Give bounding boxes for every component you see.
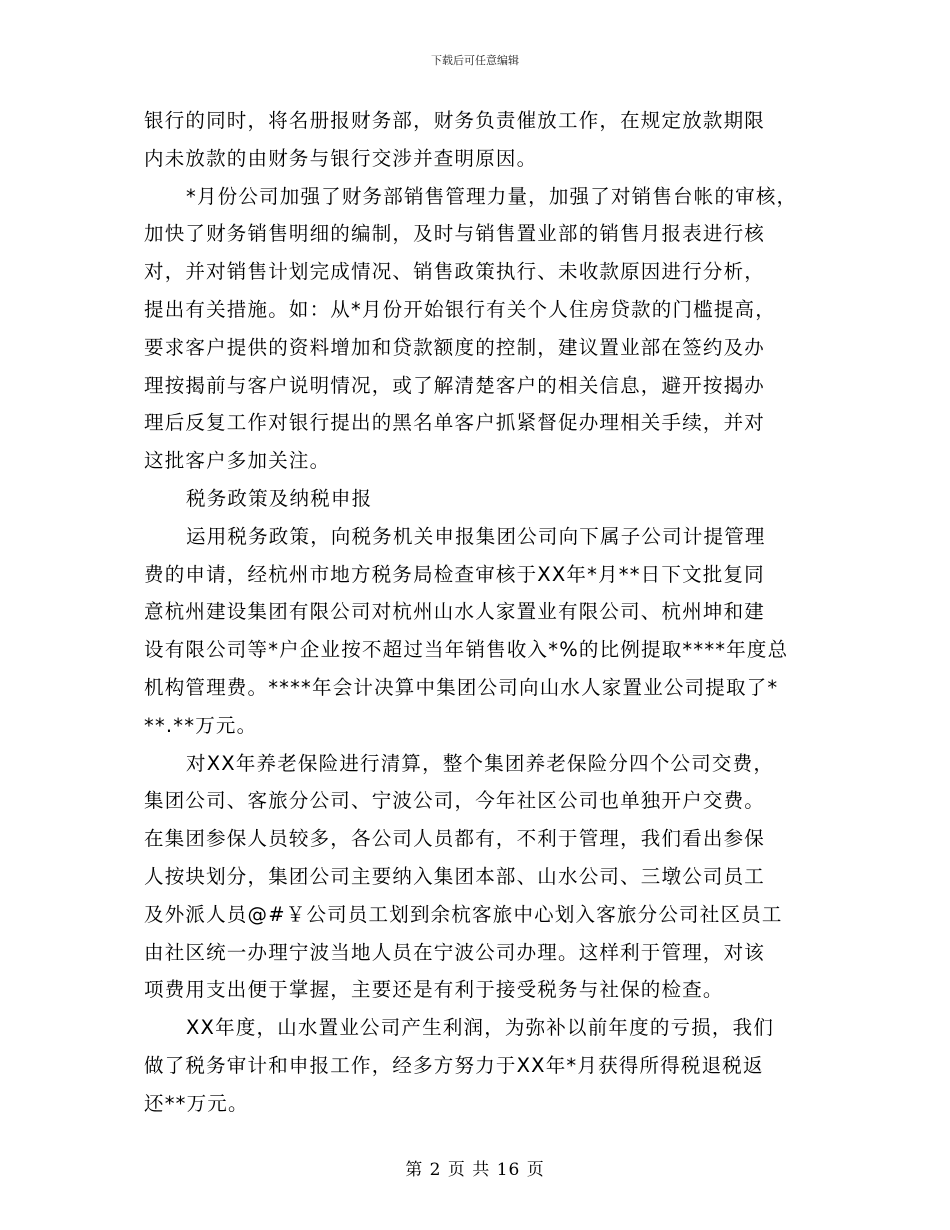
text-line: 设有限公司等*户企业按不超过当年销售收入*%的比例提取****年度总 bbox=[144, 638, 789, 662]
page-header: 下载后可任意编辑 bbox=[431, 54, 519, 67]
text-line: 做了税务审计和申报工作，经多方努力于XX年*月获得所得税退税返 bbox=[144, 1053, 764, 1077]
text-line: 还**万元。 bbox=[144, 1091, 249, 1115]
paragraph-start-line: 对XX年养老保险进行清算，整个集团养老保险分四个公司交费， bbox=[186, 751, 775, 775]
text-line: 对，并对销售计划完成情况、销售政策执行、未收款原因进行分析， bbox=[144, 260, 766, 284]
text-line: 人按块划分，集团公司主要纳入集团本部、山水公司、三墩公司员工 bbox=[144, 864, 766, 888]
text-line: 理按揭前与客户说明情况，或了解清楚客户的相关信息，避开按揭办 bbox=[144, 373, 766, 397]
text-line: 加快了财务销售明细的编制，及时与销售置业部的销售月报表进行核 bbox=[144, 222, 766, 246]
text-line: 机构管理费。****年会计决算中集团公司向山水人家置业公司提取了* bbox=[144, 675, 779, 699]
text-line: 银行的同时，将名册报财务部，财务负责催放工作，在规定放款期限 bbox=[144, 109, 766, 132]
paragraph-start-line: *月份公司加强了财务部销售管理力量，加强了对销售台帐的审核， bbox=[186, 184, 798, 208]
text-line: 理后反复工作对银行提出的黑名单客户抓紧督促办理相关手续，并对 bbox=[144, 411, 766, 435]
text-line: 及外派人员@#￥公司员工划到余杭客旅中心划入客旅分公司社区员工 bbox=[144, 902, 783, 926]
text-line: 项费用支出便于掌握，主要还是有利于接受税务与社保的检查。 bbox=[144, 978, 724, 1002]
text-line: 在集团参保人员较多，各公司人员都有，不利于管理，我们看出参保 bbox=[144, 827, 766, 851]
text-line: 由社区统一办理宁波当地人员在宁波公司办理。这样利于管理，对该 bbox=[144, 940, 766, 964]
document-body bbox=[144, 102, 824, 1123]
section-heading: 税务政策及纳税申报 bbox=[186, 486, 373, 510]
text-line: 提出有关措施。如：从*月份开始银行有关个人住房贷款的门槛提高， bbox=[144, 297, 776, 321]
text-line: 费的申请，经杭州市地方税务局检查审核于XX年*月**日下文批复同 bbox=[144, 562, 765, 586]
page-number-footer: 第 2 页 共 16 页 bbox=[405, 1160, 545, 1180]
paragraph-start-line: XX年度，山水置业公司产生利润，为弥补以前年度的亏损，我们 bbox=[186, 1016, 775, 1040]
text-line: 要求客户提供的资料增加和贷款额度的控制，建议置业部在签约及办 bbox=[144, 335, 766, 359]
text-line: **.**万元。 bbox=[144, 713, 258, 737]
text-line: 内未放款的由财务与银行交涉并查明原因。 bbox=[144, 146, 538, 170]
text-line: 集团公司、客旅分公司、宁波公司，今年社区公司也单独开户交费。 bbox=[144, 789, 766, 813]
text-line: 意杭州建设集团有限公司对杭州山水人家置业有限公司、杭州坤和建 bbox=[144, 600, 766, 624]
text-line: 这批客户多加关注。 bbox=[144, 449, 331, 473]
paragraph-start-line: 运用税务政策，向税务机关申报集团公司向下属子公司计提管理 bbox=[186, 524, 766, 548]
